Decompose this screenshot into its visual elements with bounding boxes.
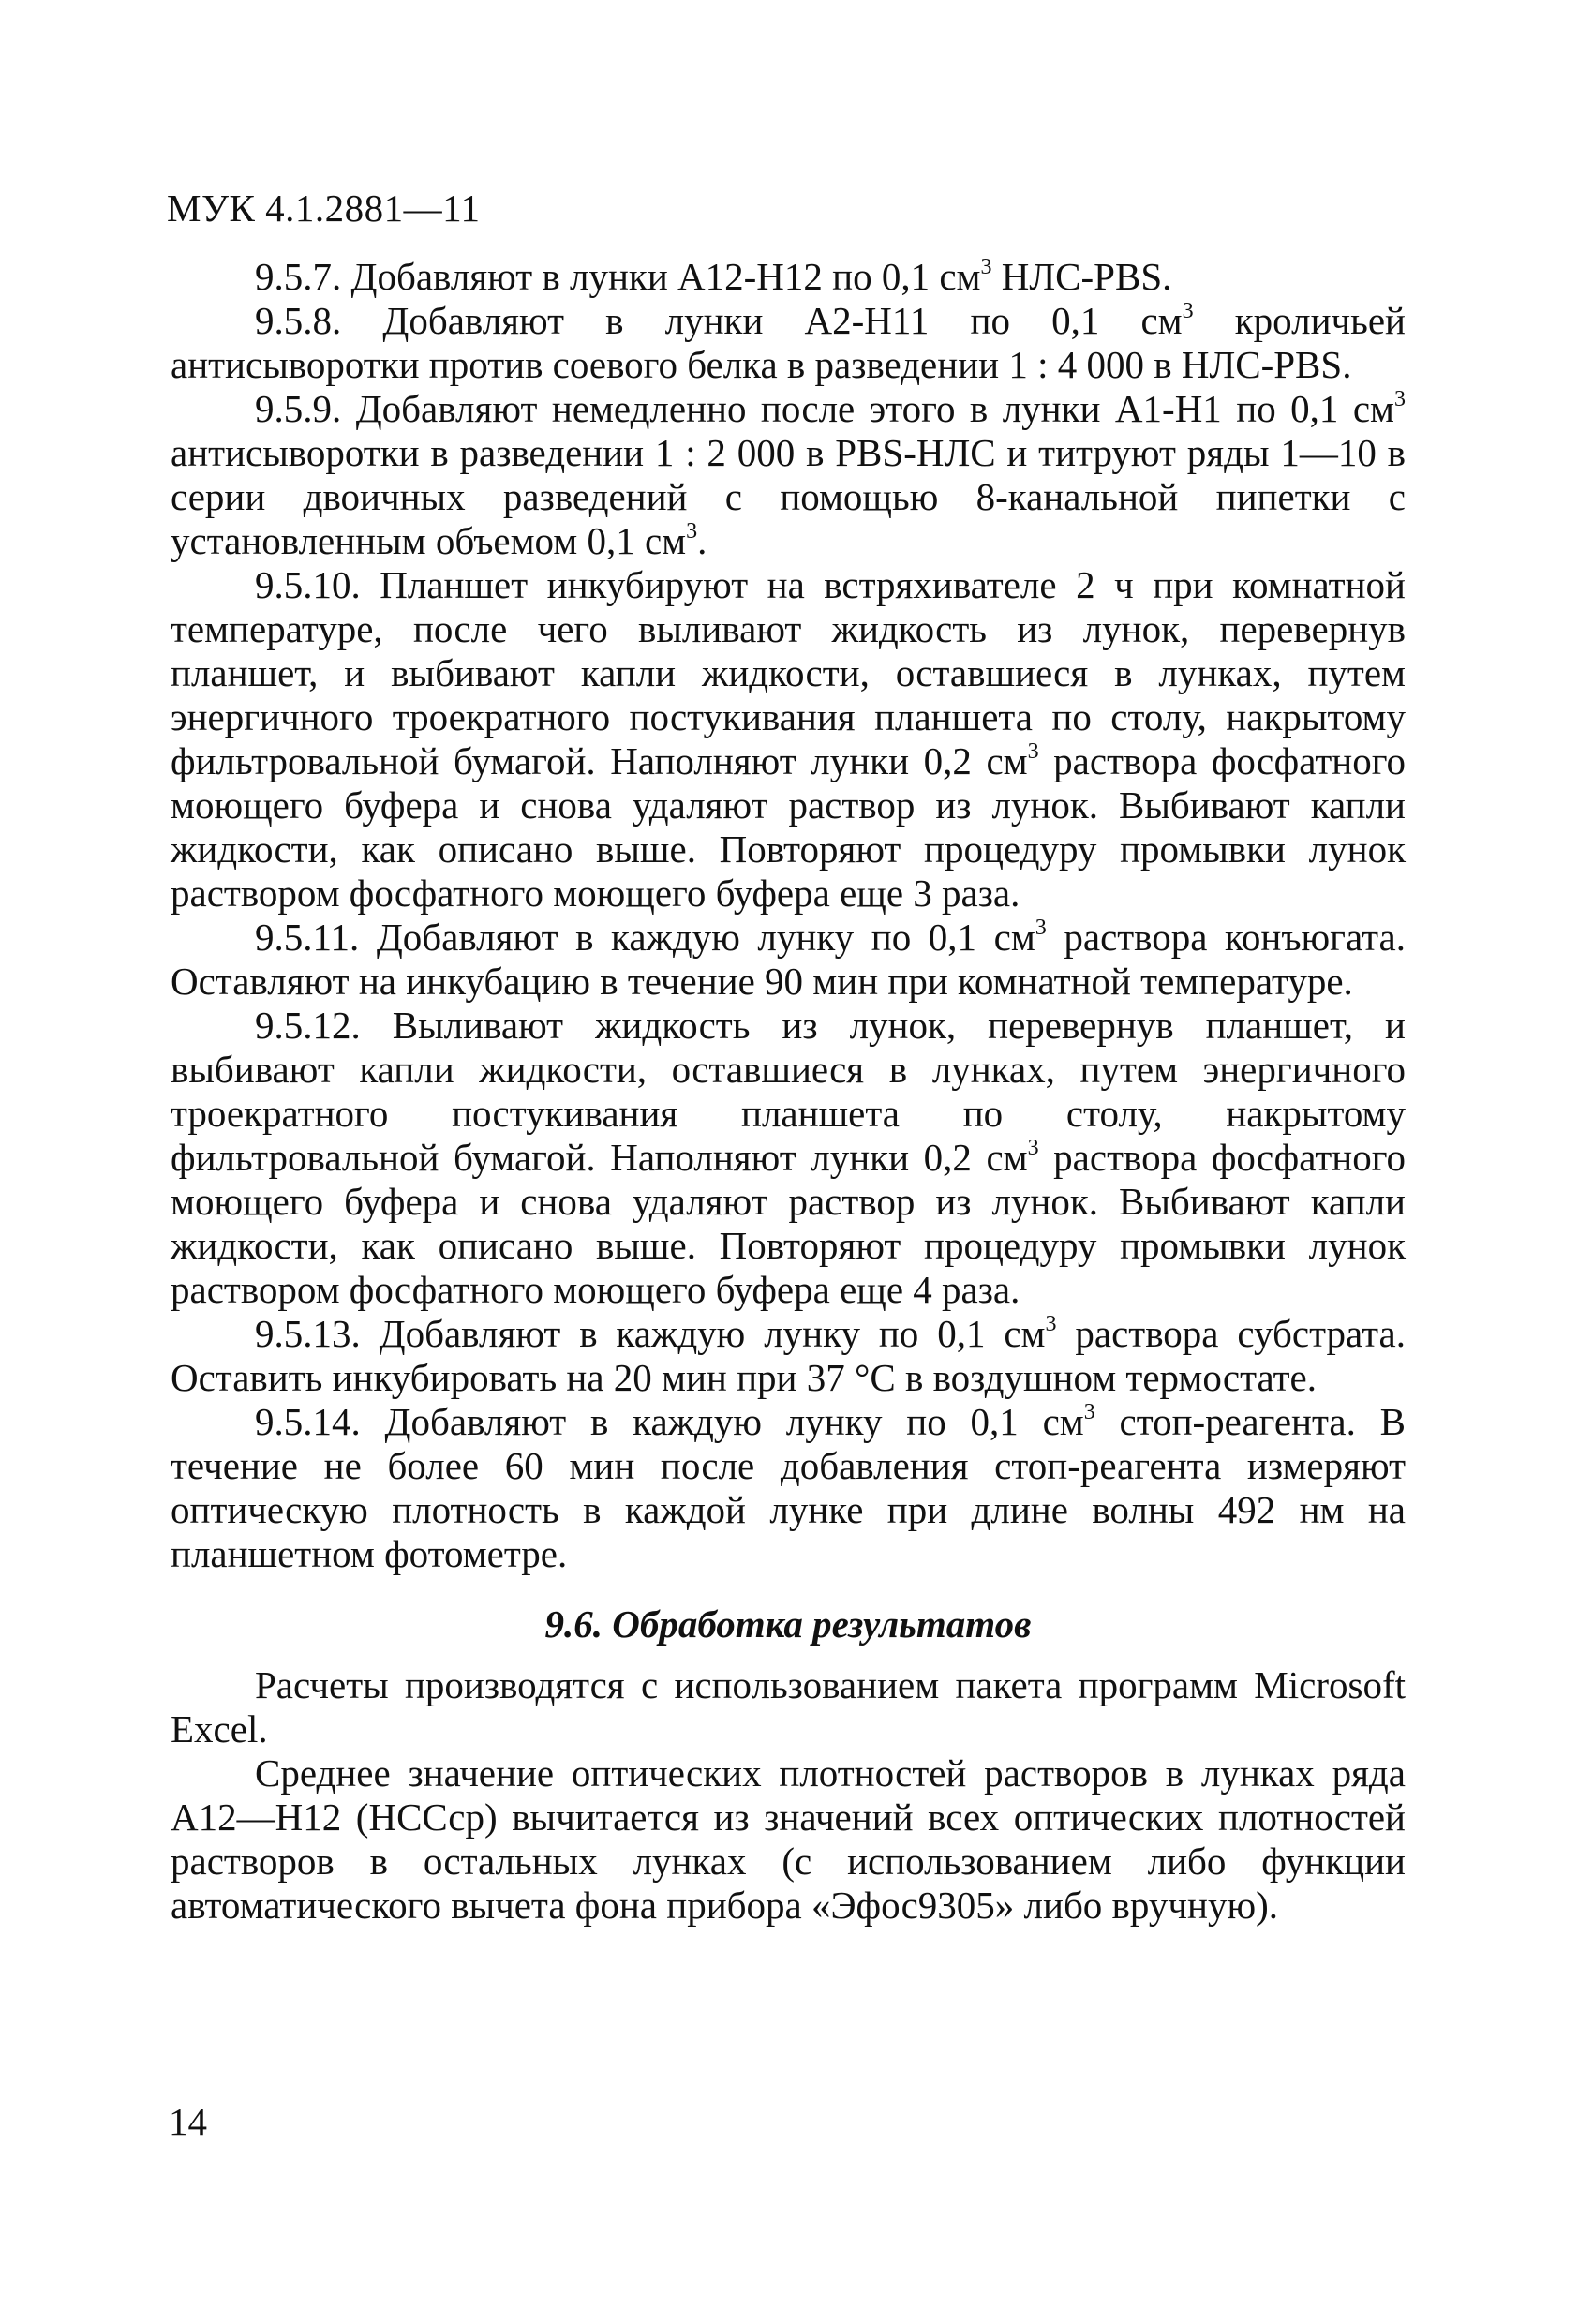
paragraph-9-5-9 bbox=[171, 387, 1406, 563]
text: 9.5.14. Добавляют в каждую лунку по 0,1 см bbox=[255, 1400, 1084, 1443]
document-code: МУК 4.1.2881—11 bbox=[167, 186, 481, 230]
superscript: 3 bbox=[686, 519, 698, 544]
section-heading: 9.6. Обработка результатов bbox=[544, 1602, 1032, 1646]
superscript: 3 bbox=[980, 255, 992, 279]
paragraph-9-5-7 bbox=[171, 255, 1406, 299]
superscript: 3 bbox=[1083, 1400, 1095, 1424]
document-body bbox=[171, 255, 1406, 1928]
superscript: 3 bbox=[1027, 739, 1039, 764]
superscript: 3 bbox=[1045, 1312, 1057, 1336]
text: раствора фосфатного моющего буфера и снова удаляют раствор из лунок. Выбивают капли жидкости, как описано выше. Повторяют процедуру промывки лунок раствором фосфатного моющего буфера еще 4 раза. bbox=[171, 1136, 1407, 1311]
paragraph-9-5-8 bbox=[171, 299, 1406, 387]
text: . bbox=[697, 519, 707, 562]
text: 9.5.10. Планшет инкубируют на встряхивателе 2 ч при комнатной температуре, после чего выливают жидкость из лунок, перевернув планшет, и выбивают капли жидкости, оставшиеся в лунках, путем энергичного троекратного постукивания планшета по столу, накрытому фильтровальной бумагой. Наполняют лунки 0,2 см bbox=[171, 563, 1406, 782]
text: 9.5.8. Добавляют в лунки А2-Н11 по 0,1 см bbox=[255, 299, 1183, 342]
section-paragraph: Расчеты производятся с использованием пакета программ Microsoft Excel. bbox=[171, 1663, 1406, 1750]
superscript: 3 bbox=[1035, 916, 1047, 940]
text: раствора фосфатного моющего буфера и снова удаляют раствор из лунок. Выбивают капли жидкости, как описано выше. Повторяют процедуру промывки лунок раствором фосфатного моющего буфера еще 3 раза. bbox=[171, 739, 1407, 915]
paragraph-9-5-10 bbox=[171, 563, 1406, 916]
superscript: 3 bbox=[1182, 299, 1194, 323]
text: стоп-реагента. В течение не более 60 мин после добавления стоп-реагента измеряют оптическую плотность в каждой лунке при длине волны 492 нм на планшетном фотометре. bbox=[171, 1400, 1406, 1575]
paragraph-9-5-12 bbox=[171, 1004, 1406, 1312]
text: кроличьей антисыворотки против соевого белка в разведении 1 : 4 000 в НЛС-PBS. bbox=[171, 299, 1406, 386]
text: 9.5.7. Добавляют в лунки А12-Н12 по 0,1 см bbox=[255, 255, 981, 298]
text: раствора конъюгата. Оставляют на инкубацию в течение 90 мин при комнатной температуре. bbox=[171, 916, 1406, 1003]
section-paragraph: Среднее значение оптических плотностей растворов в лунках ряда А12—Н12 (НССср) вычитается из значений всех оптических плотностей растворов в остальных лунках (с использованием либо функции автоматического вычета фона прибора «Эфос9305» либо вручную). bbox=[171, 1751, 1406, 1927]
text: 9.5.9. Добавляют немедленно после этого в лунки А1-Н1 по 0,1 см bbox=[255, 387, 1394, 430]
paragraph-9-5-14 bbox=[171, 1400, 1406, 1576]
text: антисыворотки в разведении 1 : 2 000 в PBS-НЛС и титруют ряды 1—10 в серии двоичных разведений с помощью 8-канальной пипетки с установленным объемом 0,1 см bbox=[171, 431, 1406, 562]
text: 9.5.11. Добавляют в каждую лунку по 0,1 см bbox=[255, 916, 1035, 959]
superscript: 3 bbox=[1027, 1136, 1039, 1160]
text: 9.5.12. Выливают жидкость из лунок, перевернув планшет, и выбивают капли жидкости, оставшиеся в лунках, путем энергичного троекратного постукивания планшета по столу, накрытому фильтровальной бумагой. Наполняют лунки 0,2 см bbox=[171, 1004, 1406, 1179]
superscript: 3 bbox=[1394, 387, 1406, 411]
text: НЛС-PBS. bbox=[991, 255, 1172, 298]
paragraph-9-5-11 bbox=[171, 916, 1406, 1004]
text: 9.5.13. Добавляют в каждую лунку по 0,1 см bbox=[255, 1312, 1046, 1355]
paragraph-9-5-13 bbox=[171, 1312, 1406, 1400]
page-number: 14 bbox=[169, 2100, 207, 2143]
text: раствора субстрата. Оставить инкубировать на 20 мин при 37 °С в воздушном термостате. bbox=[171, 1312, 1406, 1399]
